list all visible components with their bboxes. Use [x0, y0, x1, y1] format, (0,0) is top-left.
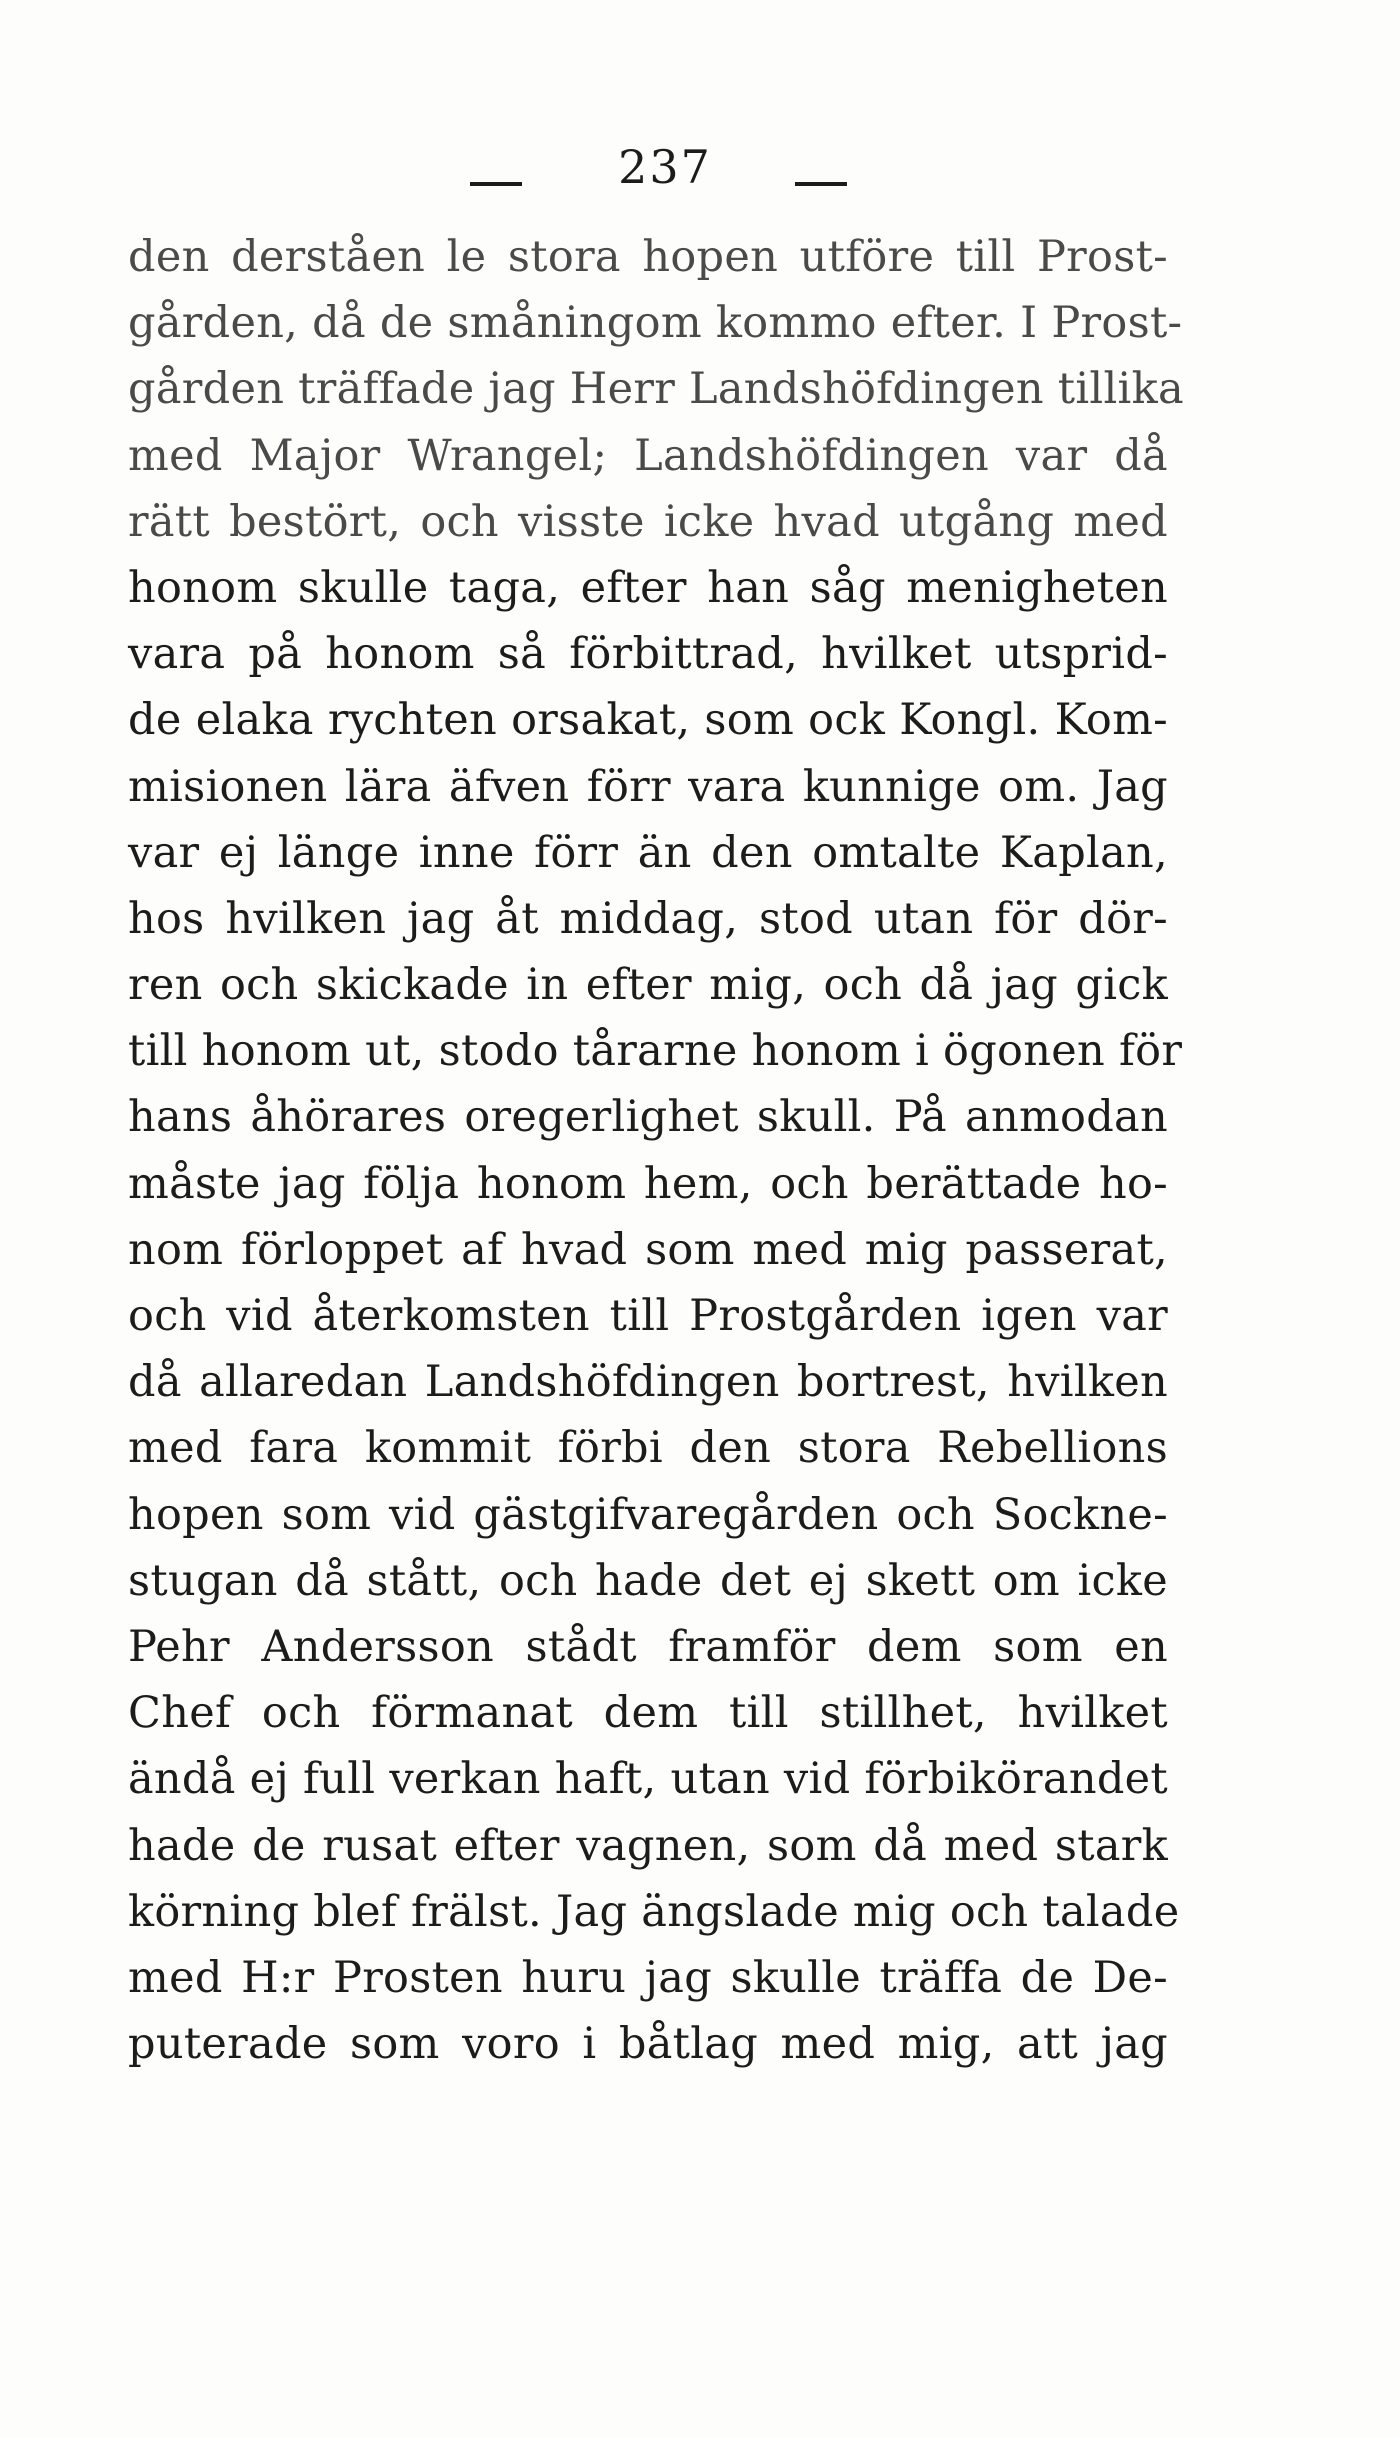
text-line: den derståen le stora hopen utföre till Prost- [128, 232, 1168, 282]
text-line: var ej länge inne förr än den omtalte Kaplan, [128, 827, 1168, 878]
text-line: till honom ut, stodo tårarne honom i ögonen för [128, 1026, 1183, 1077]
text-line: med fara kommit förbi den stora Rebellions [128, 1423, 1168, 1474]
page-header [0, 140, 1400, 200]
text-line: de elaka rychten orsakat, som ock Kongl. Kom- [128, 695, 1168, 746]
text-line: hans åhörares oregerlighet skull. På anmodan [128, 1092, 1168, 1143]
text-line: Pehr Andersson stådt framför dem som en [128, 1621, 1168, 1672]
text-line: ändå ej full verkan haft, utan vid förbikörandet [128, 1754, 1168, 1805]
text-line: vara på honom så förbittrad, hvilket utsprid- [128, 629, 1168, 680]
text-line: med Major Wrangel; Landshöfdingen var då [128, 430, 1168, 481]
text-line: misionen lära äfven förr vara kunnige om. Jag [128, 761, 1168, 812]
text-line: hopen som vid gästgifvaregården och Sockne- [128, 1489, 1168, 1540]
text-line: nom förloppet af hvad som med mig passerat, [128, 1224, 1168, 1275]
text-line: och vid återkomsten till Prostgården igen var [128, 1291, 1168, 1341]
text-line: honom skulle taga, efter han såg menigheten [128, 562, 1168, 613]
text-line: ren och skickade in efter mig, och då jag gick [128, 960, 1168, 1011]
text-line: hos hvilken jag åt middag, stod utan för dör- [128, 893, 1168, 944]
text-line: gården, då de småningom kommo efter. I Prost- [128, 298, 1183, 349]
text-line: måste jag följa honom hem, och berättade ho- [128, 1158, 1168, 1209]
header-left-dash [470, 182, 522, 186]
header-right-dash [795, 182, 847, 186]
text-line: körning blef frälst. Jag ängslade mig och talade [128, 1886, 1180, 1937]
text-line: Chef och förmanat dem till stillhet, hvilket [128, 1688, 1168, 1739]
text-line: hade de rusat efter vagnen, som då med stark [128, 1820, 1168, 1871]
page-number: 237 [618, 140, 712, 194]
text-line: då allaredan Landshöfdingen bortrest, hvilken [128, 1357, 1168, 1408]
text-line: rätt bestört, och visste icke hvad utgång med [128, 496, 1168, 547]
page-body-text [128, 224, 1184, 2077]
text-line: med H:r Prosten huru jag skulle träffa de De- [128, 1952, 1168, 2003]
text-line: puterade som voro i båtlag med mig, att jag [128, 2019, 1168, 2070]
text-line: gården träffade jag Herr Landshöfdingen tillika [128, 364, 1184, 415]
text-line: stugan då stått, och hade det ej skett om icke [128, 1555, 1168, 1606]
